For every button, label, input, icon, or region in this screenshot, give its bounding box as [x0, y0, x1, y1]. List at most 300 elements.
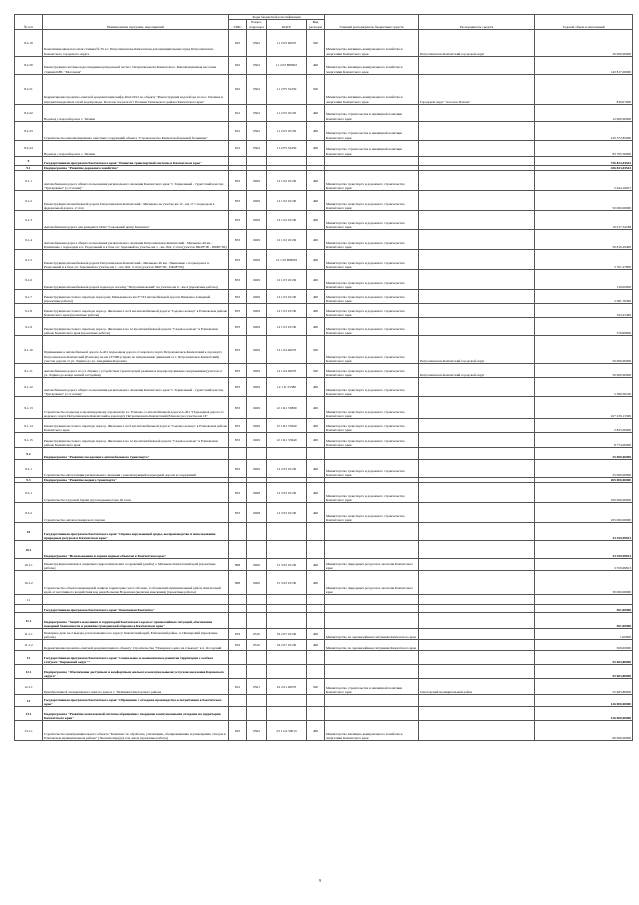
table-row [15, 419, 633, 433]
row-razdel: 0409 [247, 270, 267, 290]
row-manager [419, 230, 535, 250]
row-number: 9.1.1 [15, 171, 43, 191]
row-grbs: 833 [229, 270, 247, 290]
row-name: Строительство автостанции регионального значения с реконструкцией подъездной дороги и сооружений [43, 460, 229, 478]
row-number: 9.2.1 [15, 460, 43, 478]
row-number: 11.1.2 [15, 640, 43, 651]
row-main-manager: Министерство транспорта и дорожного строительства Камчатского края [325, 397, 419, 419]
row-grbs: 819 [229, 640, 247, 651]
row-number: 8.2.23 [15, 121, 43, 140]
row-main-manager: Министерство жилищно-коммунального хозяйства и энергетики Камчатского края [325, 74, 419, 104]
row-amount: 5 825,00000 [535, 419, 633, 433]
row-kcsr: 12 3 03 10130 [267, 483, 307, 503]
row-manager [419, 707, 535, 721]
table-row [15, 665, 633, 679]
table-body [15, 29, 633, 741]
row-grbs: 833 [229, 419, 247, 433]
row-vr: 400 [307, 121, 325, 140]
row-name: Реконструкция автомобильной дороги Петропавловск-Камчатский - Мильково на участке км 12 - км 17 с подъездом к федеральной дороге. 2 этап [43, 191, 229, 211]
table-row [15, 721, 633, 741]
row-number: 10.1.1 [15, 559, 43, 571]
table-row [15, 460, 633, 478]
row-amount: 55 663,80000 [535, 679, 633, 695]
row-razdel: 0502 [247, 74, 267, 104]
row-vr: 500 [307, 29, 325, 56]
row-number: 12.1.1 [15, 679, 43, 695]
table-row [15, 230, 633, 250]
row-name: Реконструкция мостового перехода через р. Железная-1 на 9 км автомобильной дороги "Садовое кольцо" в Елизовском районе Камчатского края (проектные работы) [43, 304, 229, 318]
row-name: Канализационная насосная станция № 35 в г. Петропавловске-Камчатском для муниципальных нужд Петропавловск-Камчатского городского округа [43, 29, 229, 56]
row-vr: 400 [307, 318, 325, 336]
row-grbs: 833 [229, 290, 247, 304]
row-vr: 400 [307, 56, 325, 74]
row-amount: 50 000,00000 [535, 336, 633, 364]
header-grbs: ГРБС [229, 20, 247, 30]
row-grbs: 812 [229, 679, 247, 695]
row-number: 11.1.1 [15, 629, 43, 640]
row-main-manager: Министерство транспорта и дорожного строительства Камчатского края [325, 250, 419, 270]
row-kcsr: 12 1 02 10130 [267, 171, 307, 191]
row-kcsr: 12 2 03 10130 [267, 460, 307, 478]
row-vr: 400 [307, 503, 325, 523]
table-row [15, 640, 633, 651]
header-budget-codes: Коды бюджетной классификации [229, 15, 325, 20]
table-row [15, 523, 633, 541]
row-manager [419, 640, 535, 651]
row-number: 8.2.19 [15, 29, 43, 56]
row-kcsr: 12 1 03 10130 [267, 290, 307, 304]
row-number: 9.1 [15, 165, 43, 170]
row-vr: 400 [307, 378, 325, 397]
row-number: 9.1.13 [15, 397, 43, 419]
row-main-manager: Министерство транспорта и дорожного строительства Камчатского края [325, 290, 419, 304]
row-name: Подпрограмма "Использование и охрана водных объектов в Камчатском крае" [43, 541, 229, 559]
table-row [15, 629, 633, 640]
row-manager: Городской округ "поселок Палана" [419, 74, 535, 104]
row-grbs: 812 [229, 140, 247, 156]
row-razdel: 0409 [247, 433, 267, 448]
row-name: Автомобильная дорога общего пользования регионального значения Камчатского края "г. Термальный - туристский кластер "Три вулкана" (1-3 этапы)" [43, 378, 229, 397]
table-row [15, 483, 633, 503]
row-name: Подпрограмма "Защита населения и территорий Камчатского края от чрезвычайных ситуаций, обеспечение пожарной безопасности и развитие гражданской обороны в Камчатском крае" [43, 613, 229, 629]
row-manager [419, 156, 535, 165]
table-row [15, 448, 633, 460]
row-main-manager: Министерство транспорта и дорожного строительства Камчатского края [325, 364, 419, 378]
row-razdel: 0409 [247, 191, 267, 211]
row-main-manager: Министерство транспорта и дорожного строительства Камчатского края [325, 270, 419, 290]
row-grbs: 833 [229, 191, 247, 211]
row-razdel: 0502 [247, 121, 267, 140]
row-vr: 400 [307, 250, 325, 270]
row-grbs: 833 [229, 304, 247, 318]
row-main-manager: Министерство природных ресурсов и экологии Камчатского края [325, 559, 419, 571]
row-grbs [229, 605, 247, 613]
row-kcsr: 12 1 R1 53940 [267, 433, 307, 448]
row-main-manager: Министерство транспорта и дорожного строительства Камчатского края [325, 304, 419, 318]
row-manager [419, 304, 535, 318]
header-vr: Вид расходов [307, 20, 325, 30]
row-kcsr [267, 595, 307, 605]
row-kcsr: 15 3 02 10130 [267, 559, 307, 571]
row-kcsr: 12 1 I1 53380 [267, 378, 307, 397]
table-row [15, 171, 633, 191]
row-amount: 30 000,00000 [535, 29, 633, 56]
row-main-manager: Министерство жилищно-коммунального хозяйства и энергетики Камчатского края [325, 29, 419, 56]
row-manager [419, 318, 535, 336]
row-amount: 33 359,99813 [535, 523, 633, 541]
row-amount: 33 359,99813 [535, 541, 633, 559]
row-kcsr: 11 2 F5 52430 [267, 140, 307, 156]
row-razdel [247, 707, 267, 721]
row-name: Государственная программа Камчатского края "Обращение с отходами производства и потребления в Камчатском крае" [43, 695, 229, 707]
row-manager [419, 433, 535, 448]
row-manager [419, 171, 535, 191]
row-manager [419, 448, 535, 460]
row-main-manager: Министерство по чрезвычайным ситуациям Камчатского края [325, 640, 419, 651]
row-main-manager: Министерство строительства и жилищной политики Камчатского края [325, 140, 419, 156]
row-manager: Петропавловск-Камчатский городской округ [419, 336, 535, 364]
row-razdel [247, 523, 267, 541]
row-razdel: 0501 [247, 679, 267, 695]
row-name: Строительство подъезда к проектируемому аэровокзалу в г. Елизово от автомобильной дороги А-401 "Подъездная дорога от морского порта Петропавловск-Камчатский к аэропорту Петропавловск-Камчатский (Елизово) на участке км 16" [43, 397, 229, 419]
row-manager [419, 605, 535, 613]
row-razdel [247, 665, 267, 679]
row-number: 9.1.10 [15, 336, 43, 364]
row-main-manager: Министерство жилищно-коммунального хозяйства и энергетики Камчатского края [325, 56, 419, 74]
row-main-manager [325, 651, 419, 665]
row-amount: 3 359,99813 [535, 559, 633, 571]
row-grbs: 819 [229, 629, 247, 640]
row-grbs [229, 707, 247, 721]
row-kcsr [267, 448, 307, 460]
row-kcsr [267, 695, 307, 707]
row-amount: 227 239,13300 [535, 397, 633, 419]
row-grbs: 833 [229, 211, 247, 230]
row-vr: 400 [307, 230, 325, 250]
row-vr: 500 [307, 336, 325, 364]
row-number: 11.1 [15, 613, 43, 629]
row-razdel [247, 448, 267, 460]
row-number: 13.1.1 [15, 721, 43, 741]
row-amount [535, 595, 633, 605]
row-name: Водовод с водозабором в с. Тиличи [43, 140, 229, 156]
row-grbs: 833 [229, 230, 247, 250]
row-grbs: 833 [229, 460, 247, 478]
row-vr [307, 595, 325, 605]
row-kcsr [267, 156, 307, 165]
row-razdel [247, 541, 267, 559]
row-manager [419, 665, 535, 679]
row-name: Реконструкция мостового перехода через р. Железная-1 на 9 км автомобильной дороги "Садовое кольцо" в Елизовском районе Камчатского края [43, 419, 229, 433]
row-number: 8.2.21 [15, 74, 43, 104]
row-razdel: 0502 [247, 56, 267, 74]
row-name: Подпрограмма "Развитие комплексной системы обращения с твердыми коммунальными отходами на территории Камчатского края" [43, 707, 229, 721]
table-row [15, 140, 633, 156]
row-number: 9.3 [15, 478, 43, 483]
table-row [15, 104, 633, 121]
row-kcsr: 11 2 F5 52430 [267, 74, 307, 104]
header-annual-volume: Годовой объем ассигнований [535, 15, 633, 30]
row-vr: 500 [307, 364, 325, 378]
page-number: 9 [319, 878, 321, 883]
row-number: 9.1.4 [15, 230, 43, 250]
row-razdel: 0409 [247, 419, 267, 433]
row-vr: 400 [307, 171, 325, 191]
table-row [15, 433, 633, 448]
row-vr: 400 [307, 571, 325, 595]
header-main-manager: Главный распорядитель бюджетных средств [325, 15, 419, 30]
row-grbs: 833 [229, 318, 247, 336]
row-main-manager: Министерство транспорта и дорожного строительства Камчатского края [325, 318, 419, 336]
row-number: 13 [15, 695, 43, 707]
row-number: 9.1.5 [15, 250, 43, 270]
row-razdel: 0310 [247, 640, 267, 651]
row-vr: 400 [307, 419, 325, 433]
row-main-manager: Министерство транспорта и дорожного строительства Камчатского края [325, 503, 419, 523]
row-main-manager [325, 605, 419, 613]
table-row [15, 695, 633, 707]
row-razdel: 0502 [247, 104, 267, 121]
row-vr: 400 [307, 104, 325, 121]
row-razdel: 0409 [247, 336, 267, 364]
row-main-manager [325, 156, 419, 165]
table-row [15, 270, 633, 290]
row-name: Реконструкция мостового перехода через реку Мильковка на км 3+743 автомобильной дороги Пиначево-Северный (проектные работы) [43, 290, 229, 304]
row-manager [419, 397, 535, 419]
row-vr: 400 [307, 290, 325, 304]
table-row [15, 571, 633, 595]
row-razdel: 0310 [247, 629, 267, 640]
row-name: Строительство объекта инженерной защиты территории села Соболево, Соболевский муниципальный район, Камчатский край, от негативного воздействия вод реки Большая Воровская (включая изыскания) (проектные работы) [43, 571, 229, 595]
row-number: 10.1 [15, 541, 43, 559]
row-manager [419, 651, 535, 665]
row-number: 9.1.11 [15, 364, 43, 378]
row-number: 10 [15, 523, 43, 541]
table-row [15, 211, 633, 230]
row-manager: Олюторский муниципальный район [419, 679, 535, 695]
table-row [15, 29, 633, 56]
row-name [43, 595, 229, 605]
row-main-manager: Министерство природных ресурсов и экологии Камчатского края [325, 571, 419, 595]
row-vr [307, 541, 325, 559]
row-amount: 126 000,00000 [535, 707, 633, 721]
row-grbs: 833 [229, 503, 247, 523]
table-row [15, 74, 633, 104]
row-manager [419, 378, 535, 397]
row-razdel: 0409 [247, 460, 267, 478]
row-razdel: 0409 [247, 290, 267, 304]
row-main-manager [325, 448, 419, 460]
row-name: Автомобильная дорога по ул. Ларина с устройством транспортной развязки и водопропускными сооружениями (участок от ул. Ларина до конца земной застройки) [43, 364, 229, 378]
row-kcsr [267, 707, 307, 721]
row-name: Государственная программа Камчатского края "Развитие транспортной системы в Камчатском крае" [43, 156, 229, 165]
row-amount: 1,00000 [535, 629, 633, 640]
row-grbs: 833 [229, 336, 247, 364]
row-amount: 5 701,27800 [535, 250, 633, 270]
row-grbs: 810 [229, 74, 247, 104]
row-manager [419, 460, 535, 478]
row-kcsr [267, 665, 307, 679]
row-kcsr: 12 3 03 10130 [267, 503, 307, 523]
row-grbs: 808 [229, 571, 247, 595]
row-number: 8.2.22 [15, 104, 43, 121]
row-razdel [247, 613, 267, 629]
row-vr: 400 [307, 460, 325, 478]
row-amount: 83 765,56000 [535, 140, 633, 156]
table-row [15, 364, 633, 378]
row-grbs: 808 [229, 559, 247, 571]
table-row [15, 559, 633, 571]
row-vr [307, 695, 325, 707]
row-manager [419, 140, 535, 156]
row-amount: 55 663,80000 [535, 665, 633, 679]
row-main-manager [325, 613, 419, 629]
row-name: Автомобильная дорога для резидента ООО "Сокольный центр Камчатка" [43, 211, 229, 230]
row-kcsr: 11 2 03 10130 [267, 121, 307, 140]
row-amount: 501,00000 [535, 605, 633, 613]
row-manager [419, 211, 535, 230]
row-kcsr: 11 2 03 10130 [267, 104, 307, 121]
row-amount: 25 000,00000 [535, 448, 633, 460]
row-name: Реконструкция автомобильной дороги Петропавловск-Камчатский - Мильково 40 км - Паниченко с подъездом к п. Раздольный и к базе отс Заречный на участке км 1 - км 16,6. 2 этап (участок ПК0+00 - ПК28+00) [43, 250, 229, 270]
row-amount: 126 000,00000 [535, 695, 633, 707]
row-manager [419, 595, 535, 605]
row-vr [307, 613, 325, 629]
row-manager [419, 191, 535, 211]
row-number: 9 [15, 156, 43, 165]
row-amount: 726 823,04542 [535, 156, 633, 165]
row-amount: 165 000,00000 [535, 503, 633, 523]
row-name: Строительство канализационных очистных сооружений объекта "Строительство Камчатской краевой больницы" [43, 121, 229, 140]
row-razdel: 0406 [247, 559, 267, 571]
row-vr: 400 [307, 721, 325, 741]
table-row [15, 336, 633, 364]
row-number: 12 [15, 651, 43, 665]
row-razdel [247, 595, 267, 605]
row-grbs [229, 156, 247, 165]
row-vr: 400 [307, 640, 325, 651]
row-grbs: 833 [229, 250, 247, 270]
row-name: Подпрограмма "Обеспечение доступным и комфортным жильем и коммунальными услугами населения Корякского округа" [43, 665, 229, 679]
row-name: Подпрограмма "Развитие дорожного хозяйства" [43, 165, 229, 170]
row-main-manager: Министерство транспорта и дорожного строительства Камчатского края [325, 433, 419, 448]
row-grbs [229, 541, 247, 559]
row-main-manager: Министерство транспорта и дорожного строительства Камчатского края [325, 336, 419, 364]
row-name: Автомобильная дорога общего пользования регионального значения Камчатского края "г. Термальный - туристский кластер "Три вулкана" (1-3 этапы)" [43, 171, 229, 191]
row-razdel: 0409 [247, 378, 267, 397]
row-kcsr: 12 1 03 10130 [267, 270, 307, 290]
row-amount: 55 663,80000 [535, 651, 633, 665]
row-name: Автомобильная дорога общего пользования регионального значения Петропавловск-Камчатский - Мильково 40 км - Паниченко с подъездом к п. Раздольный и к базе отс Заречный на участке км 1 - км 16,6. 2 этап (участок ПК28+00 - ПК80+00) [43, 230, 229, 250]
row-amount: 265 000,00000 [535, 478, 633, 483]
row-name: Реконструкция мостового перехода через р. Железная-2 на 12 км автомобильной дороги "Садовое кольцо" в Елизовском районе Камчатского края (проектные работы) [43, 318, 229, 336]
row-grbs [229, 595, 247, 605]
table-row [15, 541, 633, 559]
row-number: 11 [15, 595, 43, 605]
row-vr: 500 [307, 679, 325, 695]
row-number: 9.1.14 [15, 419, 43, 433]
row-number: 8.2.24 [15, 140, 43, 156]
row-grbs: 833 [229, 171, 247, 191]
row-razdel: 0502 [247, 721, 267, 741]
row-kcsr: 11 2 03 40070 [267, 29, 307, 56]
row-number: 9.1.7 [15, 290, 43, 304]
row-amount: 50 000,00000 [535, 191, 633, 211]
row-amount: 376,68000 [535, 318, 633, 336]
row-grbs [229, 523, 247, 541]
table-row [15, 503, 633, 523]
row-vr [307, 605, 325, 613]
row-grbs: 833 [229, 378, 247, 397]
row-kcsr: 15 3 02 10130 [267, 571, 307, 595]
table-row [15, 191, 633, 211]
row-main-manager: Министерство по чрезвычайным ситуациям Камчатского края [325, 629, 419, 640]
table-row [15, 121, 633, 140]
row-number: 9.1.6 [15, 270, 43, 290]
row-amount: 830,07000 [535, 74, 633, 104]
row-manager [419, 523, 535, 541]
row-manager [419, 419, 535, 433]
row-main-manager [325, 665, 419, 679]
row-name: Государственная программа Камчатского края "Безопасная Камчатка" [43, 605, 229, 613]
row-manager [419, 559, 535, 571]
row-main-manager: Министерство строительства и жилищной политики Камчатского края [325, 121, 419, 140]
row-grbs: 810 [229, 721, 247, 741]
row-vr [307, 523, 325, 541]
row-razdel: 0409 [247, 318, 267, 336]
row-manager: Петропавловск-Камчатский городской округ [419, 364, 535, 378]
row-main-manager [325, 695, 419, 707]
row-name: Реконструкция автомобильной дороги подъезд к поселку "Петропавловский" на участке км 0 - км 4 (проектные работы) [43, 270, 229, 290]
row-number: 10.1.2 [15, 571, 43, 595]
row-name: Государственная программа Камчатского края "Социальное и экономическое развитие территории с особым статусом "Корякский округ"" [43, 651, 229, 665]
row-manager [419, 721, 535, 741]
row-number: 8.2.20 [15, 56, 43, 74]
row-amount: 140 817,00000 [535, 56, 633, 74]
row-main-manager: Министерство строительства и жилищной политики Камчатского края [325, 679, 419, 695]
row-manager [419, 250, 535, 270]
table-row [15, 56, 633, 74]
row-razdel [247, 651, 267, 665]
table-row [15, 613, 633, 629]
header-kcsr: КЦСР [267, 20, 307, 30]
row-kcsr: 12 1 02 10130 [267, 230, 307, 250]
row-kcsr: 12 1 03 10130 [267, 318, 307, 336]
row-kcsr [267, 541, 307, 559]
row-name: Реконструкция мостового перехода через р. Железная-2 на 12 км автомобильной дороги "Садовое кольцо" в Елизовском районе Камчатского края [43, 433, 229, 448]
table-row [15, 250, 633, 270]
row-main-manager [325, 523, 419, 541]
row-name: Пожарное депо на 2 выезда, расположенное по адресу: Камчатский край, Елизовский район, п. Пионерский (проектные работы) [43, 629, 229, 640]
row-kcsr: 22 2 01 40070 [267, 679, 307, 695]
row-name: Реконструкция системы водоотведения центральной части г. Петропавловска-Камчатского. Канализационная насосная станция КНС "Молочная" [43, 56, 229, 74]
row-manager [419, 56, 535, 74]
row-razdel [247, 605, 267, 613]
row-number [15, 605, 43, 613]
row-razdel: 0409 [247, 171, 267, 191]
table-row [15, 318, 633, 336]
row-main-manager [325, 595, 419, 605]
row-name: Корректировка проектно-сметной документации шифр 4641/2012 по объекту "Реконструкция водозабора по пос. Паланка и внутриплощадочных сетей водопровода. Поселок поселок пгт Паланка Тигильского района Камчатского края" [43, 74, 229, 104]
row-vr [307, 665, 325, 679]
row-manager [419, 571, 535, 595]
row-razdel: 0406 [247, 571, 267, 595]
row-amount: 130,00000 [535, 270, 633, 290]
row-razdel: 0409 [247, 211, 267, 230]
row-razdel: 0409 [247, 250, 267, 270]
row-number: 9.1.8 [15, 304, 43, 318]
header-name: Наименование программ, мероприятий [43, 15, 229, 30]
